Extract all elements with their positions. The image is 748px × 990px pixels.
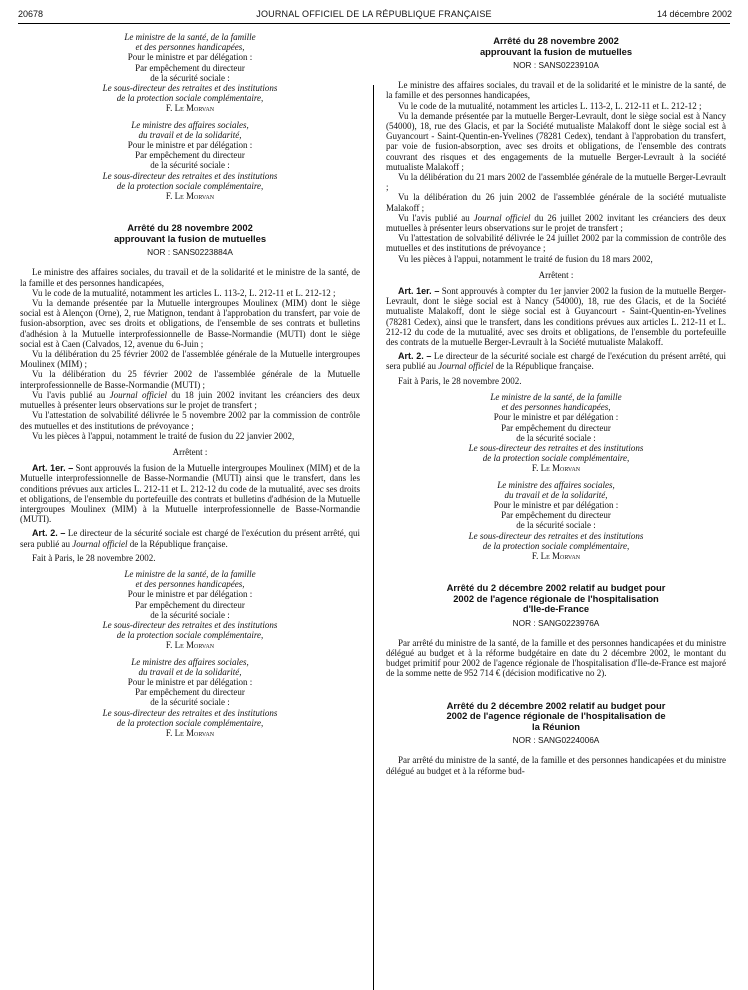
sig-line: Par empêchement du directeur (135, 687, 245, 698)
sig-line: et des personnes handicapées, (135, 579, 245, 590)
nor-reference: NOR : SANG0224006A (512, 735, 600, 746)
paragraph: Vu les pièces à l'appui, notamment le traité de fusion du 18 mars 2002, (398, 253, 653, 264)
title-line: la Réunion (532, 720, 580, 732)
sig-line: Le sous-directeur des retraites et des institutions (102, 619, 278, 630)
paragraph: Vu la délibération du 25 février 2002 de l'assemblée générale de la Mutuelle interprofessionnelle de Basse-Normandie (MUTI) ; (20, 369, 360, 390)
sig-line: Le sous-directeur des retraites et des institutions (102, 83, 278, 94)
signatory-name: F. Le Morvan (165, 103, 215, 114)
sig-line: de la sécurité sociale : (150, 609, 230, 620)
sig-line: Le ministre des affaires sociales, (131, 119, 249, 130)
sig-line: du travail et de la solidarité, (138, 666, 242, 677)
paragraph: Vu la demande présentée par la mutuelle Berger-Levrault, dont le siège social est à Nancy (54000), 18, rue des Glacis, et par la Société mutualiste Malakoff dont le siège social est à Guyancourt - Saint-Quentin-en-Yvelines (78281 Cedex), tendant à l'approbation du transfert, par voie de fusion-absorption, avec ses droits et obligations, de l'ensemble des contrats couvrant des risques et des engagements de la mutuelle Berger-Levrault à la société mutualiste Malakoff ; (386, 110, 726, 172)
signatory-name: F. Le Morvan (165, 727, 215, 738)
title-line: approuvant la fusion de mutuelles (113, 232, 267, 244)
signature-block (386, 392, 726, 474)
sig-line: Le ministre des affaires sociales, (497, 479, 615, 490)
fait-line: Fait à Paris, le 28 novembre 2002. (32, 552, 156, 563)
sig-line: Par empêchement du directeur (135, 599, 245, 610)
signature-block (386, 480, 726, 562)
sig-line: de la sécurité sociale : (516, 520, 596, 531)
article-2: Art. 2. – Le directeur de la sécurité sociale est chargé de l'exécution du présent arrêté, qui sera publié au Journal officiel de la République française. (20, 528, 360, 549)
article-1: Art. 1er. – Sont approuvés la fusion de la Mutuelle intergroupes Moulinex (MIM) et de la Mutuelle interprofessionnelle de Basse-Normandie (MUTI) ainsi que le transfert, dans les conditions prévues aux articles L. 212-11 et L. 212-12 du code de la mutualité, avec ses droits et obligations, de l'ensemble du portefeuille des contrats et bulletins d'adhésion de la Mutuelle intergroupes Moulinex (MIM) à la Mutuelle interprofessionnelle de Basse-Normandie (MUTI). (20, 463, 360, 525)
issue-date: 14 décembre 2002 (656, 9, 732, 19)
sig-line: de la sécurité sociale : (150, 160, 230, 171)
sig-line: Pour le ministre et par délégation : (127, 589, 253, 600)
sig-line: Le sous-directeur des retraites et des institutions (102, 707, 278, 718)
page-header (10, 3, 738, 23)
paragraph: Vu l'attestation de solvabilité délivrée le 5 novembre 2002 par la commission de contrôle des mutuelles et des institutions de prévoyance ; (20, 410, 360, 431)
article-2: Art. 2. – Le directeur de la sécurité sociale est chargé de l'exécution du présent arrêté, qui sera publié au Journal officiel de la République française. (386, 351, 726, 372)
sig-line: de la sécurité sociale : (150, 697, 230, 708)
sig-line: Le ministre des affaires sociales, (131, 656, 249, 667)
journal-title: JOURNAL OFFICIEL DE LA RÉPUBLIQUE FRANÇAISE (256, 9, 492, 19)
sig-line: Pour le ministre et par délégation : (493, 499, 619, 510)
sig-line: Par empêchement du directeur (501, 422, 611, 433)
sig-line: Par empêchement du directeur (135, 62, 245, 73)
left-column (20, 26, 360, 738)
signature-block (20, 657, 360, 739)
sig-line: de la sécurité sociale : (516, 432, 596, 443)
paragraph: Le ministre des affaires sociales, du travail et de la solidarité et le ministre de la santé, de la famille et des personnes handicapées, (386, 80, 726, 101)
signatory-name: F. Le Morvan (165, 640, 215, 651)
title-line: Arrêté du 2 décembre 2002 relatif au budget pour (446, 699, 666, 711)
sig-line: Pour le ministre et par délégation : (127, 140, 253, 151)
paragraph: Vu la délibération du 25 février 2002 de l'assemblée générale de la Mutuelle intergroupes Moulinex (MIM) ; (20, 349, 360, 370)
sig-line: Le ministre de la santé, de la famille (124, 32, 256, 42)
sig-line: de la protection sociale complémentaire, (116, 630, 264, 641)
sig-line: de la protection sociale complémentaire, (482, 540, 630, 551)
paragraph: Vu l'avis publié au Journal officiel du 18 juin 2002 invitant les créanciers des deux mutuelles à présenter leurs observations sur le projet de transfert ; (20, 389, 360, 411)
paragraph: Par arrêté du ministre de la santé, de la famille et des personnes handicapées et du ministre délégué au budget et à la réforme budgétaire en date du 2 décembre 2002, le montant du budget primitif pour 2002 de l'agence régionale de l'hospitalisation d'Ile-de-France est majoré de la somme nette de 952 714 € (décision modificative no 2). (386, 637, 726, 679)
page-number: 20678 (18, 9, 44, 19)
signature-block (20, 32, 360, 114)
arretent-heading: Arrêtent : (172, 446, 208, 457)
sig-line: de la protection sociale complémentaire, (116, 180, 264, 191)
signature-block (20, 120, 360, 202)
arrete-title (386, 36, 726, 57)
budget-arrete-title (386, 701, 726, 733)
title-line: Arrêté du 2 décembre 2002 relatif au budget pour (446, 582, 666, 594)
sig-line: Le ministre de la santé, de la famille (124, 568, 256, 579)
sig-line: Le sous-directeur des retraites et des institutions (468, 530, 644, 541)
paragraph: Le ministre des affaires sociales, du travail et de la solidarité et le ministre de la santé, de la famille et des personnes handicapées, (20, 267, 360, 288)
paragraph: Vu le code de la mutualité, notamment les articles L. 113-2, L. 212-11 et L. 212-12 ; (398, 100, 702, 111)
title-line: Arrêté du 28 novembre 2002 (127, 222, 253, 234)
sig-line: du travail et de la solidarité, (504, 489, 608, 500)
sig-line: Le sous-directeur des retraites et des institutions (468, 442, 644, 453)
column-divider (373, 85, 374, 990)
fait-line: Fait à Paris, le 28 novembre 2002. (398, 375, 522, 386)
nor-reference: NOR : SANS0223884A (147, 247, 233, 258)
signatory-name: F. Le Morvan (531, 463, 581, 474)
header-rule (18, 23, 730, 24)
paragraph: Vu les pièces à l'appui, notamment le traité de fusion du 22 janvier 2002, (32, 430, 295, 441)
sig-line: de la sécurité sociale : (150, 72, 230, 83)
budget-arrete-title (386, 583, 726, 615)
article-1: Art. 1er. – Sont approuvés à compter du 1er janvier 2002 la fusion de la mutuelle Berger-Levrault, dont le siège social est à Nancy (54000), 18, rue des Glacis, et de la Société mutualiste Malakoff, dont le siège social est à Guyancourt - Saint-Quentin-en-Yvelines (78281 Cedex), ainsi que le transfert, dans les conditions prévues aux articles L. 212-11 et L. 212-12 du code de la mutualité, avec ses droits et obligations, de l'ensemble du portefeuille des contrats de la mutuelle Berger-Levrault à la Société mutualiste Malakoff. (386, 286, 726, 348)
sig-line: de la protection sociale complémentaire, (116, 717, 264, 728)
signature-block (20, 569, 360, 651)
sig-line: Par empêchement du directeur (501, 510, 611, 521)
paragraph: Vu l'attestation de solvabilité délivrée le 24 juillet 2002 par la commission de contrôle des mutuelles et des institutions de prévoyance ; (386, 233, 726, 254)
nor-reference: NOR : SANG0223976A (512, 617, 600, 628)
paragraph: Vu l'avis publié au Journal officiel du 26 juillet 2002 invitant les créanciers des deux mutuelles à présenter leurs observations sur le projet de transfert ; (386, 212, 726, 234)
title-line: 2002 de l'agence régionale de l'hospitalisation de (446, 710, 666, 722)
title-line: approuvant la fusion de mutuelles (479, 45, 633, 57)
right-column (386, 26, 726, 776)
sig-line: et des personnes handicapées, (135, 42, 245, 53)
title-line: Arrêté du 28 novembre 2002 (493, 35, 619, 46)
paragraph: Par arrêté du ministre de la santé, de la famille et des personnes handicapées et du ministre délégué au budget et à la réforme bud- (386, 755, 726, 776)
paragraph: Vu la délibération du 21 mars 2002 de l'assemblée générale de la mutuelle Berger-Levrault ; (386, 172, 726, 193)
sig-line: Le sous-directeur des retraites et des institutions (102, 170, 278, 181)
sig-line: Par empêchement du directeur (135, 150, 245, 161)
sig-line: du travail et de la solidarité, (138, 129, 242, 140)
signatory-name: F. Le Morvan (165, 191, 215, 202)
sig-line: Pour le ministre et par délégation : (493, 412, 619, 423)
sig-line: et des personnes handicapées, (501, 402, 611, 413)
arrete-title (20, 223, 360, 244)
sig-line: de la protection sociale complémentaire, (482, 453, 630, 464)
sig-line: Pour le ministre et par délégation : (127, 676, 253, 687)
arretent-heading: Arrêtent : (538, 269, 574, 280)
paragraph: Vu le code de la mutualité, notamment les articles L. 113-2, L. 212-11 et L. 212-12 ; (32, 287, 336, 298)
sig-line: Pour le ministre et par délégation : (127, 52, 253, 63)
title-line: 2002 de l'agence régionale de l'hospitalisation (453, 592, 659, 604)
sig-line: de la protection sociale complémentaire, (116, 93, 264, 104)
nor-reference: NOR : SANS0223910A (513, 60, 599, 70)
title-line: d'Ile-de-France (522, 603, 590, 615)
signatory-name: F. Le Morvan (531, 550, 581, 561)
paragraph: Vu la demande présentée par la Mutuelle intergroupes Moulinex (MIM) dont le siège social est à Alençon (Orne), 2, rue Matignon, tendant à l'approbation du transfert, par voie de fusion-absorption, avec ses droits et obligations, de l'ensemble de ses contrats et bulletins d'adhésion à la Mutuelle interprofessionnelle de Basse-Normandie (MUTI) dont le siège social est à Caen (Calvados, 12, avenue du 6-Juin ; (20, 298, 360, 349)
sig-line: Le ministre de la santé, de la famille (490, 391, 622, 402)
paragraph: Vu la délibération du 26 juin 2002 de l'assemblée générale de la société mutualiste Malakoff ; (386, 192, 726, 213)
